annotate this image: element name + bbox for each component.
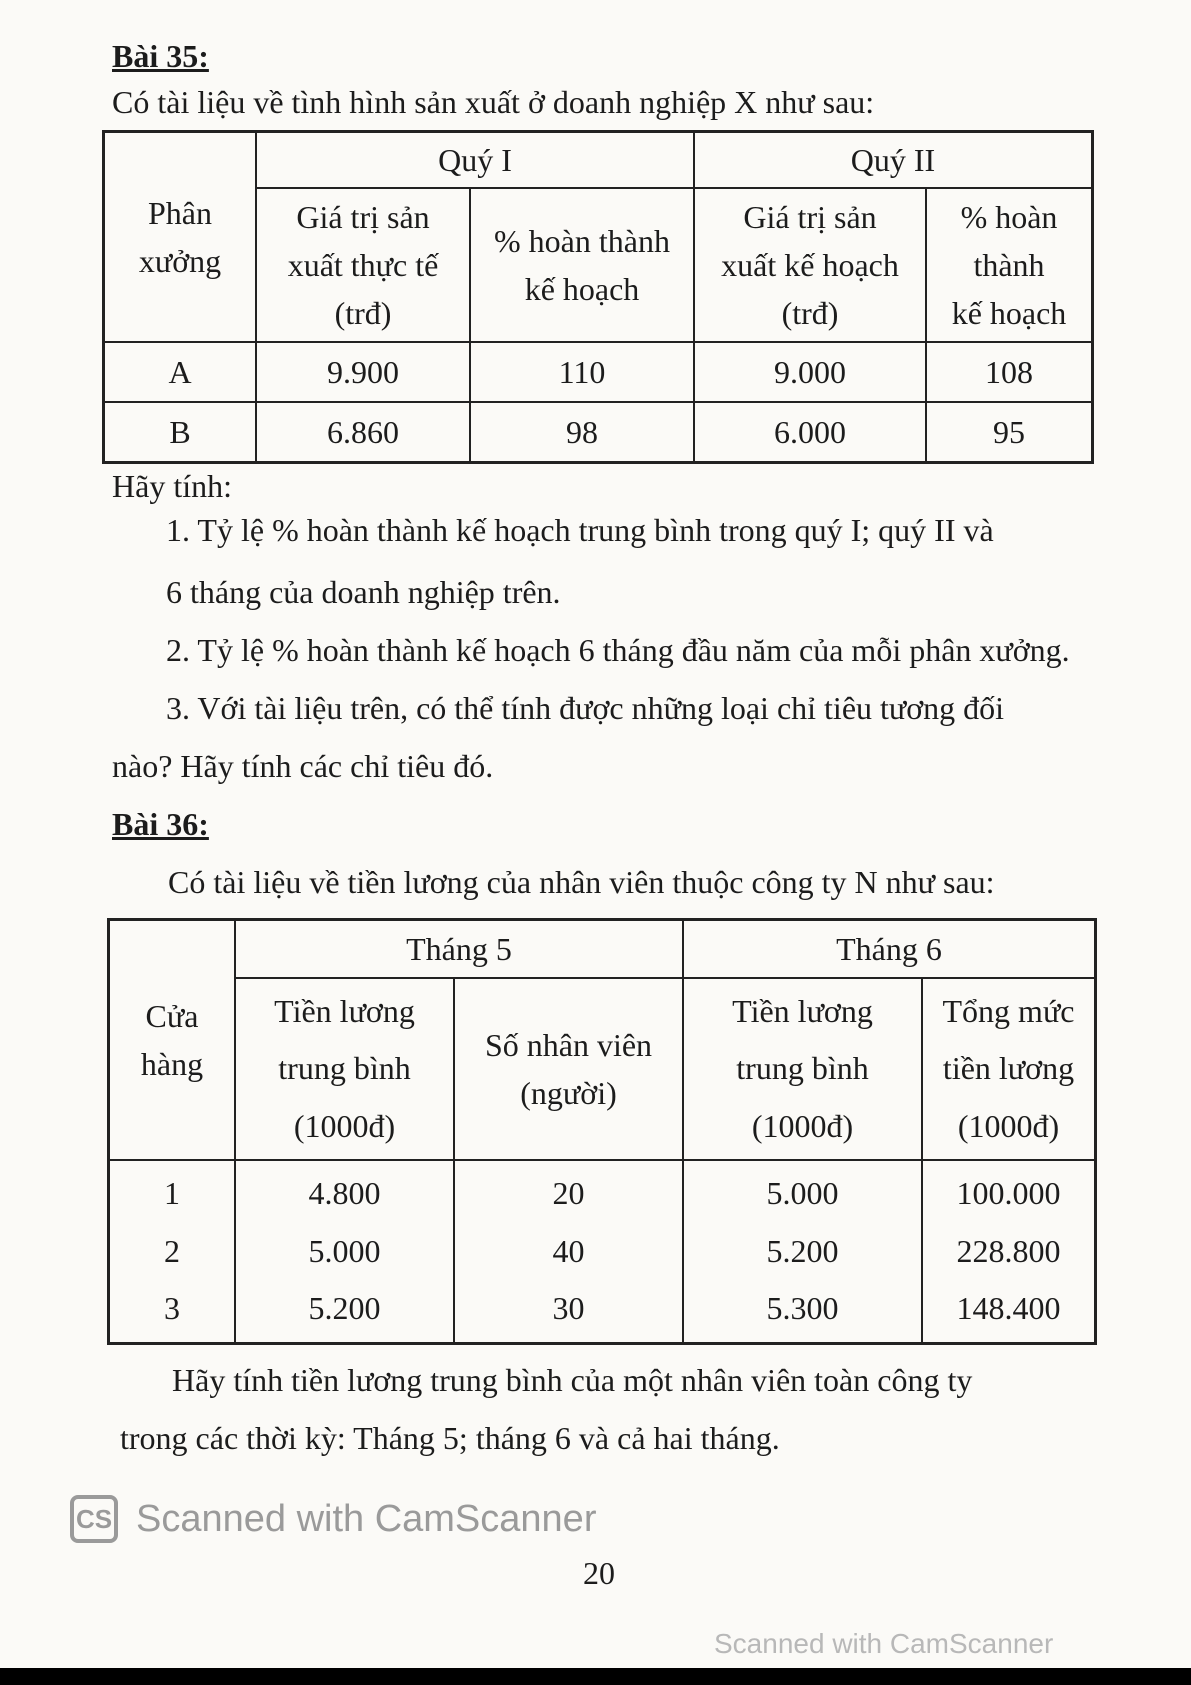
header-m6-avg-salary: Tiền lương trung bình (1000đ) [683,978,922,1161]
production-table [102,130,1094,464]
exercise-35-heading: Bài 35: [112,38,209,74]
m5-salary-values: 4.800 5.000 5.200 [235,1160,454,1343]
header-m5-avg-salary: Tiền lương trung bình (1000đ) [235,978,454,1161]
cell-value: 108 [926,342,1093,402]
cell-value: 9.000 [694,342,926,402]
header-store: Cửa hàng [109,920,236,1161]
cell-value: 9.900 [256,342,470,402]
table-row [109,1160,1096,1343]
exercise-36-question: Hãy tính tiền lương trung bình của một nhân viên toàn công ty [172,1362,973,1398]
salary-table [107,918,1097,1345]
exercise-35-question-2: 2. Tỷ lệ % hoàn thành kế hoạch 6 tháng đầu năm của mỗi phân xưởng. [166,632,1070,668]
m6-total-values: 100.000 228.800 148.400 [922,1160,1096,1343]
camscanner-watermark: Scanned with CamScanner [136,1498,597,1540]
header-quarter-1: Quý I [256,132,694,189]
exercise-36-question-cont: trong các thời kỳ: Tháng 5; tháng 6 và cả hai tháng. [120,1420,780,1456]
exercise-35-question-1-cont: 6 tháng của doanh nghiệp trên. [166,574,561,610]
cell-value: 95 [926,402,1093,462]
m6-salary-values: 5.000 5.200 5.300 [683,1160,922,1343]
camscanner-bottom-watermark: Scanned with CamScanner [714,1628,1054,1659]
header-q2-plan-value: Giá trị sản xuất kế hoạch (trđ) [694,188,926,342]
header-m5-staff-count: Số nhân viên (người) [454,978,683,1161]
exercise-36-intro: Có tài liệu về tiền lương của nhân viên thuộc công ty N như sau: [168,864,995,900]
workshop-name: B [104,402,257,462]
table-row [104,402,1093,462]
bottom-border [0,1668,1191,1685]
exercise-35-intro: Có tài liệu về tình hình sản xuất ở doanh nghiệp X như sau: [112,84,875,120]
cell-value: 98 [470,402,694,462]
cell-value: 6.860 [256,402,470,462]
header-month-6: Tháng 6 [683,920,1096,978]
m5-staff-values: 20 40 30 [454,1160,683,1343]
header-month-5: Tháng 5 [235,920,683,978]
header-q1-actual-value: Giá trị sản xuất thực tế (trđ) [256,188,470,342]
store-numbers: 1 2 3 [109,1160,236,1343]
header-q1-plan-percent: % hoàn thành kế hoạch [470,188,694,342]
cell-value: 6.000 [694,402,926,462]
exercise-35-question-1: 1. Tỷ lệ % hoàn thành kế hoạch trung bình trong quý I; quý II và [166,512,994,548]
workshop-name: A [104,342,257,402]
cell-value: 110 [470,342,694,402]
page-number: 20 [583,1555,615,1591]
header-quarter-2: Quý II [694,132,1093,189]
header-m6-total-salary: Tổng mức tiền lương (1000đ) [922,978,1096,1161]
camscanner-logo-icon: CS [70,1495,118,1543]
exercise-35-question-3: 3. Với tài liệu trên, có thể tính được những loại chỉ tiêu tương đối [166,690,1005,726]
exercise-36-heading: Bài 36: [112,806,209,842]
header-q2-plan-percent: % hoàn thành kế hoạch [926,188,1093,342]
header-workshop: Phân xưởng [104,132,257,343]
table-row [104,342,1093,402]
exercise-35-prompt: Hãy tính: [112,468,232,504]
exercise-35-question-3-cont: nào? Hãy tính các chỉ tiêu đó. [112,748,494,784]
